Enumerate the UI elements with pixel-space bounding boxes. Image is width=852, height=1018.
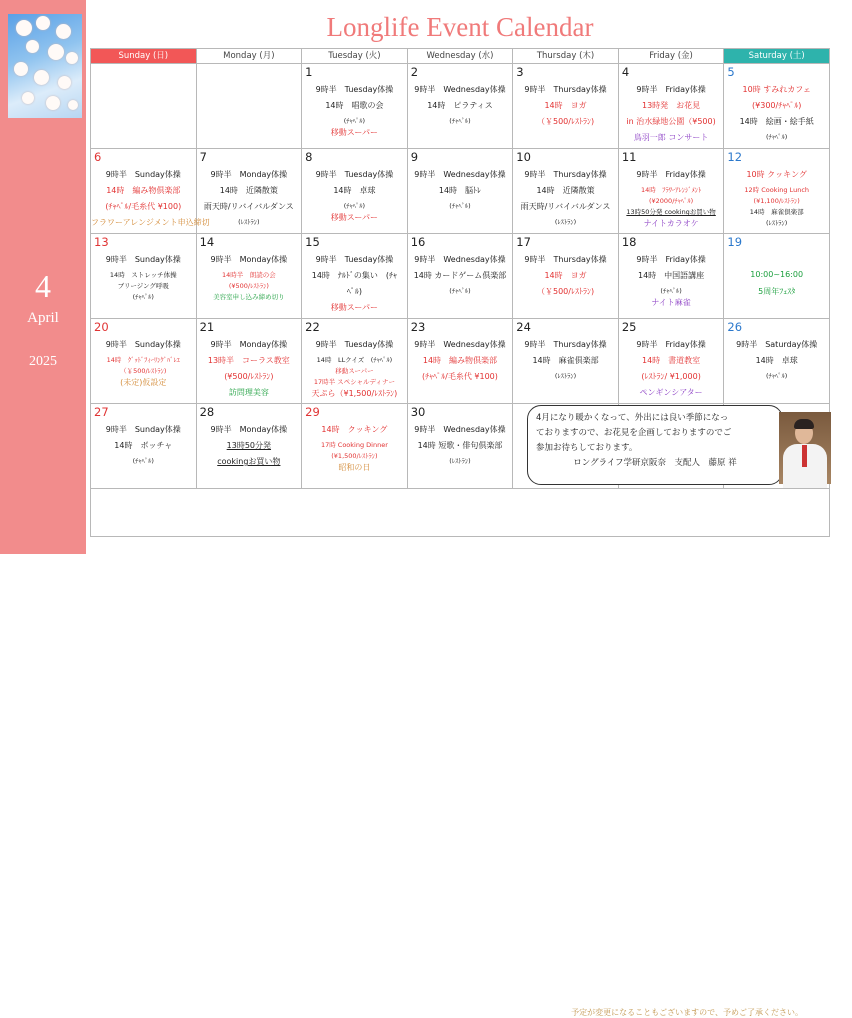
event-text: 9時半 Friday体操 [636,170,706,179]
event-text: 14時 卓球 [333,186,376,195]
event-text: cookingお買い物 [217,457,281,466]
event-text: 12時 Cooking Lunch [744,186,810,194]
day-cell [302,404,408,489]
event-text: (ﾁｬﾍﾟﾙ) [132,293,154,301]
event-text: フラワーアレンジメント申込締切 [91,218,210,227]
event-text: 14時 唱歌の会 [325,101,384,110]
event-text: 14時 近隣散策 [219,186,278,195]
event-text: 14時 中国語講座 [638,271,705,280]
event-text: 13時半 コーラス教室 [207,356,290,365]
day-cell [196,404,302,489]
day-cell [513,234,619,319]
event-text: 9時半 Wednesday体操 [414,170,506,179]
day-number: 15 [305,235,320,249]
day-number: 8 [305,150,313,164]
event-text: 14時 ﾅﾙﾄﾞの集い (ﾁｬ [311,271,398,280]
left-sidebar [0,0,86,554]
event-text: (ﾚｽﾄﾗﾝ) [238,218,260,226]
day-cell [302,149,408,234]
day-cell [407,404,513,489]
event-text: (ﾁｬﾍﾟﾙ) [132,457,154,465]
event-text: 13時50分発 cookingお買い物 [626,208,716,216]
day-number: 21 [199,320,215,334]
event-text: (¥2000/ﾁｬﾍﾟﾙ) [648,197,694,205]
event-text: ブリージング呼吸 [117,282,169,290]
manager-message-bubble [527,405,783,485]
event-text: 9時半 Thursday体操 [524,85,607,94]
event-text: （￥500/ﾚｽﾄﾗﾝ) [536,287,595,296]
event-text: 9時半 Sunday体操 [105,255,181,264]
event-text: 雨天時/リバイバルダンス [520,202,611,211]
event-text: 14時 ﾌﾗﾜｰｱﾚﾝｼﾞﾒﾝﾄ [640,186,702,194]
day-cell [196,234,302,319]
event-text: 14時 ストレッチ体操 [109,271,177,279]
week-row [91,149,830,234]
day-cell [724,64,830,149]
event-text: 9時半 Friday体操 [636,255,706,264]
day-cell [618,149,724,234]
day-number: 2 [410,65,419,79]
event-text: 17時半 スペシャルディナー [313,378,395,386]
event-text: 雨天時/リバイバルダンス [203,202,294,211]
day-cell [618,64,724,149]
event-text: 9時半 Tuesday体操 [315,170,394,179]
event-text: 14時 ヨガ [544,101,587,110]
day-number: 9 [410,150,419,164]
event-text: (ﾚｽﾄﾗﾝ/ ¥1,000) [641,372,701,381]
blossom [36,16,50,30]
day-number: 12 [727,150,743,164]
week-row [91,319,830,404]
message-signature: ロングライフ学研京阪奈 支配人 藤原 祥 [573,458,737,468]
event-text: 14時 短歌・俳句倶楽部 [417,441,503,450]
weekday-header: Friday (金) [618,49,724,64]
event-text: (ﾚｽﾄﾗﾝ) [449,457,471,465]
event-text: 9時半 Wednesday体操 [414,340,506,349]
day-number: 28 [199,405,215,419]
calendar-title: Longlife Event Calendar [326,12,594,42]
day-cell [196,149,302,234]
event-text: 14時 編み物倶楽部 [422,356,498,365]
day-number: 18 [621,235,637,249]
event-text: 14時半 朗読の会 [221,271,276,279]
blossom [68,100,78,110]
blossom [58,76,71,89]
day-cell [302,234,408,319]
year: 2025 [29,354,57,369]
event-text: 9時半 Friday体操 [636,85,706,94]
message-line: 4月になり暖かくなって、外出には良い季節になっ [536,413,729,423]
event-text: 9時半 Monday体操 [210,255,288,264]
day-cell [618,234,724,319]
event-text: in 治水緑地公園（¥500) [626,117,716,126]
event-text: (¥1,100/ﾚｽﾄﾗﾝ) [753,197,800,205]
event-text: ナイトカラオケ [643,219,699,228]
event-text: (¥300/ﾁｬﾍﾟﾙ) [752,101,802,110]
event-text: ﾍﾟﾙ) [346,287,362,296]
cherry-blossom-photo [8,14,82,118]
event-text: 14時 卓球 [755,356,798,365]
day-cell [91,404,197,489]
event-text: 9時半 Wednesday体操 [414,255,506,264]
event-text: 9時半 Wednesday体操 [414,425,506,434]
event-text: 14時 クッキング [321,425,388,434]
day-cell [91,64,197,149]
event-text: 14時 麻雀倶楽部 [749,208,804,216]
day-cell [302,319,408,404]
event-text: (ﾁｬﾍﾟﾙ) [343,117,366,125]
day-number: 29 [305,405,320,419]
event-text: (ﾁｬﾍﾟﾙ) [343,202,366,210]
event-text: 移動スーパー [330,128,378,137]
event-text: 9時半 Monday体操 [210,170,288,179]
event-text: (ﾁｬﾍﾟﾙ) [449,287,471,295]
event-text: (ﾚｽﾄﾗﾝ) [766,219,788,227]
week-row [91,64,830,149]
event-text: 移動スーパー [335,367,374,375]
message-line: ておりますので、お花見を企画しておりますのでご [536,428,732,438]
event-text: 14時 LLクイズ (ﾁｬﾍﾟﾙ) [316,356,393,364]
event-text: 14時 ピラティス [427,101,493,110]
blossom [16,20,32,36]
day-number: 16 [410,235,426,249]
blossom [46,96,60,110]
weekday-header: Sunday (日) [91,49,197,64]
blossom [34,70,49,85]
month-number: 4 [35,268,51,304]
day-number: 17 [516,235,531,249]
event-text: 移動スーパー [330,213,378,222]
event-text: 13時発 お花見 [642,101,701,110]
event-text: 9時半 Saturday体操 [736,340,818,349]
day-cell [407,64,513,149]
weekday-header: Saturday (土) [724,49,830,64]
event-text: 14時 麻雀倶楽部 [532,356,599,365]
event-text: 9時半 Tuesday体操 [315,255,394,264]
blossom [26,40,39,53]
day-cell [91,149,210,234]
month-name: April [27,310,59,326]
day-cell [513,64,619,149]
event-text: 9時半 Thursday体操 [524,255,607,264]
event-text: 14時 書道教室 [642,356,701,365]
weekday-header: Thursday (木) [513,49,619,64]
day-number: 23 [410,320,426,334]
event-text: 10時 クッキング [746,170,807,179]
blossom [66,52,78,64]
weekday-header-row [91,49,830,64]
event-text: 9時半 Tuesday体操 [315,340,394,349]
event-text: 9時半 Sunday体操 [105,340,181,349]
event-text: 10:00~16:00 [750,270,804,279]
day-number: 24 [516,320,531,334]
event-text: ナイト麻雀 [651,298,691,307]
day-cell [407,234,513,319]
event-text: 9時半 Thursday体操 [524,170,607,179]
event-text: (ﾁｬﾍﾟﾙ) [449,202,471,210]
day-number: 26 [727,320,743,334]
event-text: ペンギンシアター [639,388,703,397]
blossom [56,24,71,39]
day-number: 22 [305,320,320,334]
event-text: (ﾁｬﾍﾟﾙ/毛糸代 ¥100) [422,372,498,381]
event-text: 昭和の日 [338,463,371,472]
event-text: 13時50分発 [226,441,272,450]
event-text: (ﾁｬﾍﾟﾙ/毛糸代 ¥100) [105,202,182,211]
event-text: 9時半 Monday体操 [210,340,288,349]
day-number: 4 [621,65,630,79]
day-cell [196,319,302,404]
day-cell [513,149,619,234]
event-text: (¥500/ﾚｽﾄﾗﾝ) [224,372,274,381]
event-text: 14時 近隣散策 [536,186,595,195]
event-text: (¥500/ﾚｽﾄﾗﾝ) [228,282,269,290]
day-cell [407,319,513,404]
event-text: 17時 Cooking Dinner [320,441,388,449]
weekday-header: Monday (月) [196,49,302,64]
message-area [90,487,830,1017]
weekday-header: Wednesday (水) [407,49,513,64]
event-text: 9時半 Sunday体操 [105,170,181,179]
day-cell [724,149,830,234]
event-text: 5周年ﾌｪｽﾀ [758,287,796,296]
event-text: 9時半 Wednesday体操 [414,85,506,94]
event-text: 天ぷら（¥1,500/ﾚｽﾄﾗﾝ) [311,389,398,398]
event-text: 訪問理美容 [228,388,269,397]
event-text: 9時半 Sunday体操 [105,425,181,434]
day-number: 1 [305,65,313,79]
message-line: 参加お待ちしております。 [536,443,638,453]
footnote: 予定が変更になることもございますので、予めご了承ください。 [571,1008,803,1017]
event-text: (ﾁｬﾍﾟﾙ) [449,117,471,125]
event-text: 9時半 Monday体操 [210,425,288,434]
event-text: 移動スーパー [330,303,378,312]
day-number: 19 [727,235,743,249]
event-text: (ﾁｬﾍﾟﾙ) [660,287,682,295]
day-cell [407,149,513,234]
day-number: 11 [621,150,637,164]
day-number: 30 [410,405,426,419]
event-text: 9時半 Friday体操 [636,340,706,349]
event-text: （￥500/ﾚｽﾄﾗﾝ) [536,117,595,126]
event-text: (¥1,500/ﾚｽﾄﾗﾝ) [331,452,378,460]
day-cell [91,319,197,404]
event-text: (ﾚｽﾄﾗﾝ) [554,372,577,380]
event-text: 14時 ヨガ [544,271,587,280]
day-number: 5 [727,65,735,79]
event-text: （￥500/ﾚｽﾄﾗﾝ) [120,367,167,375]
event-text: (ﾁｬﾍﾟﾙ) [766,133,788,141]
event-text: (ﾁｬﾍﾟﾙ) [766,372,788,380]
day-number: 27 [94,405,109,419]
day-cell [618,319,724,404]
day-cell [513,319,619,404]
day-cell [196,64,302,149]
day-cell [91,234,197,319]
blossom [48,44,64,60]
manager-photo [779,412,831,484]
blossom [22,92,34,104]
day-number: 7 [199,150,207,164]
event-text: 14時 ｸﾞｯﾄﾞﾌｨｰﾘﾝｸﾞﾊﾞﾚｴ [106,356,180,364]
event-text: 14時 絵画・絵手紙 [739,117,814,126]
day-cell [724,319,830,404]
day-number: 20 [94,320,109,334]
blossom [14,62,28,76]
day-number: 10 [516,150,531,164]
event-text: 14時 脳ﾄﾚ [438,186,482,195]
event-text: 14時 カードゲーム倶楽部 [413,271,507,280]
event-text: 10時 すみれカフェ [742,85,811,94]
day-number: 3 [516,65,524,79]
event-text: (未定)仮設定 [120,378,167,387]
event-text: 美容室申し込み締め切り [213,293,285,301]
event-text: 9時半 Tuesday体操 [315,85,394,94]
day-number: 25 [621,320,637,334]
weekday-header: Tuesday (火) [302,49,408,64]
day-number: 13 [94,235,109,249]
event-text: (ﾚｽﾄﾗﾝ) [554,218,577,226]
event-text: 鳥羽一郎 コンサート [633,133,709,142]
event-text: 14時 ボッチャ [114,441,173,450]
week-row [91,234,830,319]
day-cell [724,234,830,319]
day-number: 14 [199,235,215,249]
event-text: 9時半 Thursday体操 [524,340,607,349]
day-cell [302,64,408,149]
day-number: 6 [94,150,102,164]
event-text: 14時 編み物倶楽部 [106,186,181,195]
